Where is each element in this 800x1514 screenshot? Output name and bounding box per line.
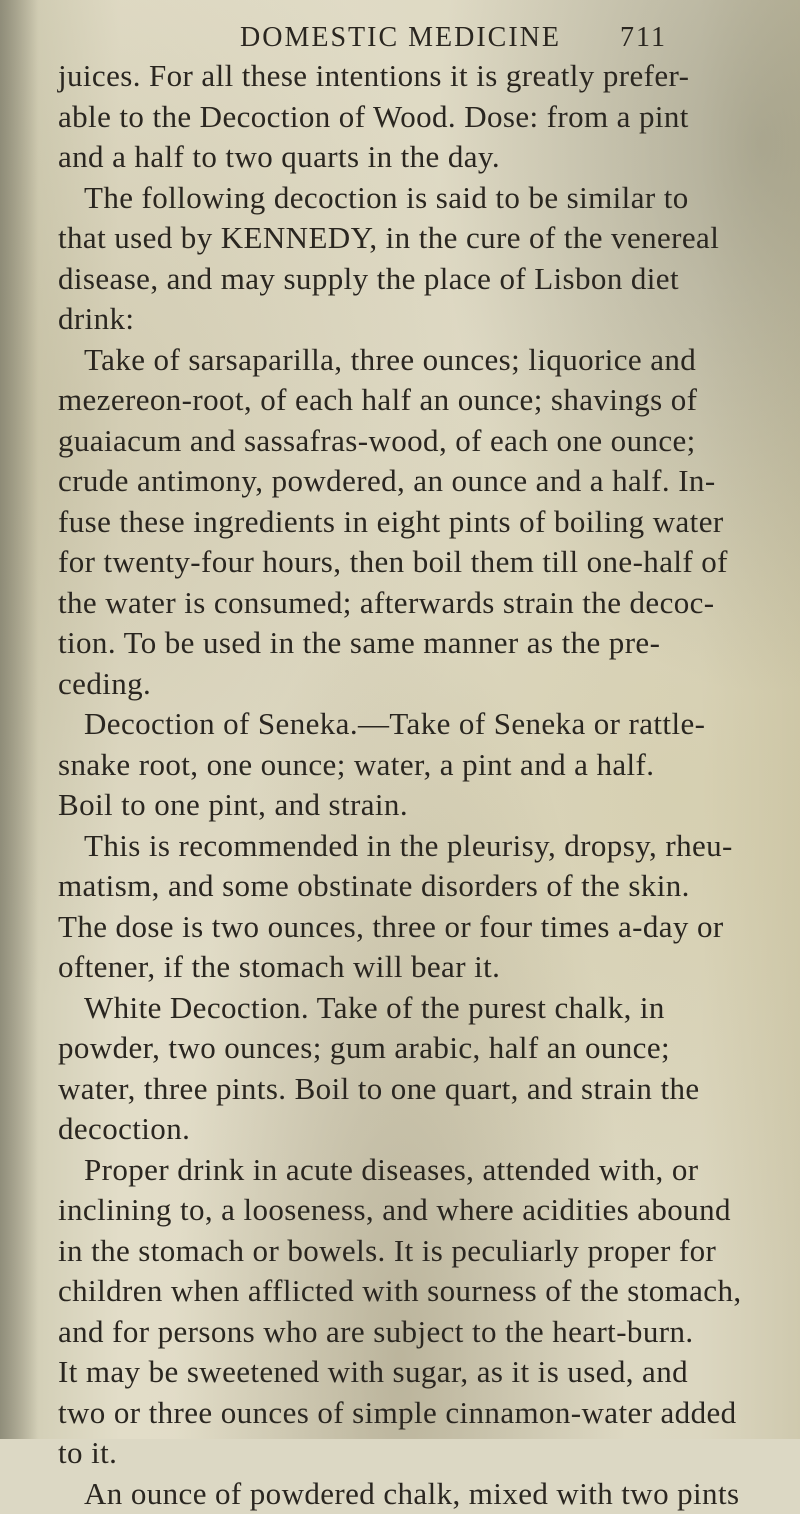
text-line: fuse these ingredients in eight pints of boiling water xyxy=(40,502,780,543)
text-line: water, three pints. Boil to one quart, and strain the xyxy=(40,1069,780,1110)
text-line: crude antimony, powdered, an ounce and a half. In- xyxy=(40,461,780,502)
text-line: snake root, one ounce; water, a pint and a half. xyxy=(40,745,780,786)
text-line: tion. To be used in the same manner as the pre- xyxy=(40,623,780,664)
text-line: that used by KENNEDY, in the cure of the venereal xyxy=(40,218,780,259)
text-line: for twenty-four hours, then boil them till one-half of xyxy=(40,542,780,583)
text-line: Proper drink in acute diseases, attended with, or xyxy=(40,1150,780,1191)
text-line: White Decoction. Take of the purest chalk, in xyxy=(40,988,780,1029)
text-line: powder, two ounces; gum arabic, half an ounce; xyxy=(40,1028,780,1069)
text-line: the water is consumed; afterwards strain the decoc- xyxy=(40,583,780,624)
text-line: and a half to two quarts in the day. xyxy=(40,137,780,178)
page-number: 711 xyxy=(620,22,667,54)
text-line: children when afflicted with sourness of the stomach, xyxy=(40,1271,780,1312)
text-line: ceding. xyxy=(40,664,780,705)
text-line: two or three ounces of simple cinnamon-water added xyxy=(40,1393,780,1434)
text-line: able to the Decoction of Wood. Dose: from a pint xyxy=(40,97,780,138)
text-line: Boil to one pint, and strain. xyxy=(40,785,780,826)
text-line: matism, and some obstinate disorders of the skin. xyxy=(40,866,780,907)
text-line: Decoction of Seneka.—Take of Seneka or rattle- xyxy=(40,704,780,745)
text-line: The dose is two ounces, three or four times a-day or xyxy=(40,907,780,948)
text-line: in the stomach or bowels. It is peculiarly proper for xyxy=(40,1231,780,1272)
text-line: decoction. xyxy=(40,1109,780,1150)
text-line: It may be sweetened with sugar, as it is used, and xyxy=(40,1352,780,1393)
text-line: oftener, if the stomach will bear it. xyxy=(40,947,780,988)
text-line: and for persons who are subject to the heart-burn. xyxy=(40,1312,780,1353)
body-text xyxy=(40,56,780,1514)
text-line: guaiacum and sassafras-wood, of each one ounce; xyxy=(40,421,780,462)
running-title: DOMESTIC MEDICINE xyxy=(240,22,561,54)
text-line: juices. For all these intentions it is greatly prefer- xyxy=(40,56,780,97)
page-binding-shadow xyxy=(0,0,38,1439)
text-line: The following decoction is said to be similar to xyxy=(40,178,780,219)
text-line: disease, and may supply the place of Lisbon diet xyxy=(40,259,780,300)
text-line: This is recommended in the pleurisy, dropsy, rheu- xyxy=(40,826,780,867)
text-line: to it. xyxy=(40,1433,780,1474)
text-line: drink: xyxy=(40,299,780,340)
text-line: mezereon-root, of each half an ounce; shavings of xyxy=(40,380,780,421)
text-line: inclining to, a looseness, and where acidities abound xyxy=(40,1190,780,1231)
text-line: Take of sarsaparilla, three ounces; liquorice and xyxy=(40,340,780,381)
text-line: An ounce of powdered chalk, mixed with two pints xyxy=(40,1474,780,1514)
